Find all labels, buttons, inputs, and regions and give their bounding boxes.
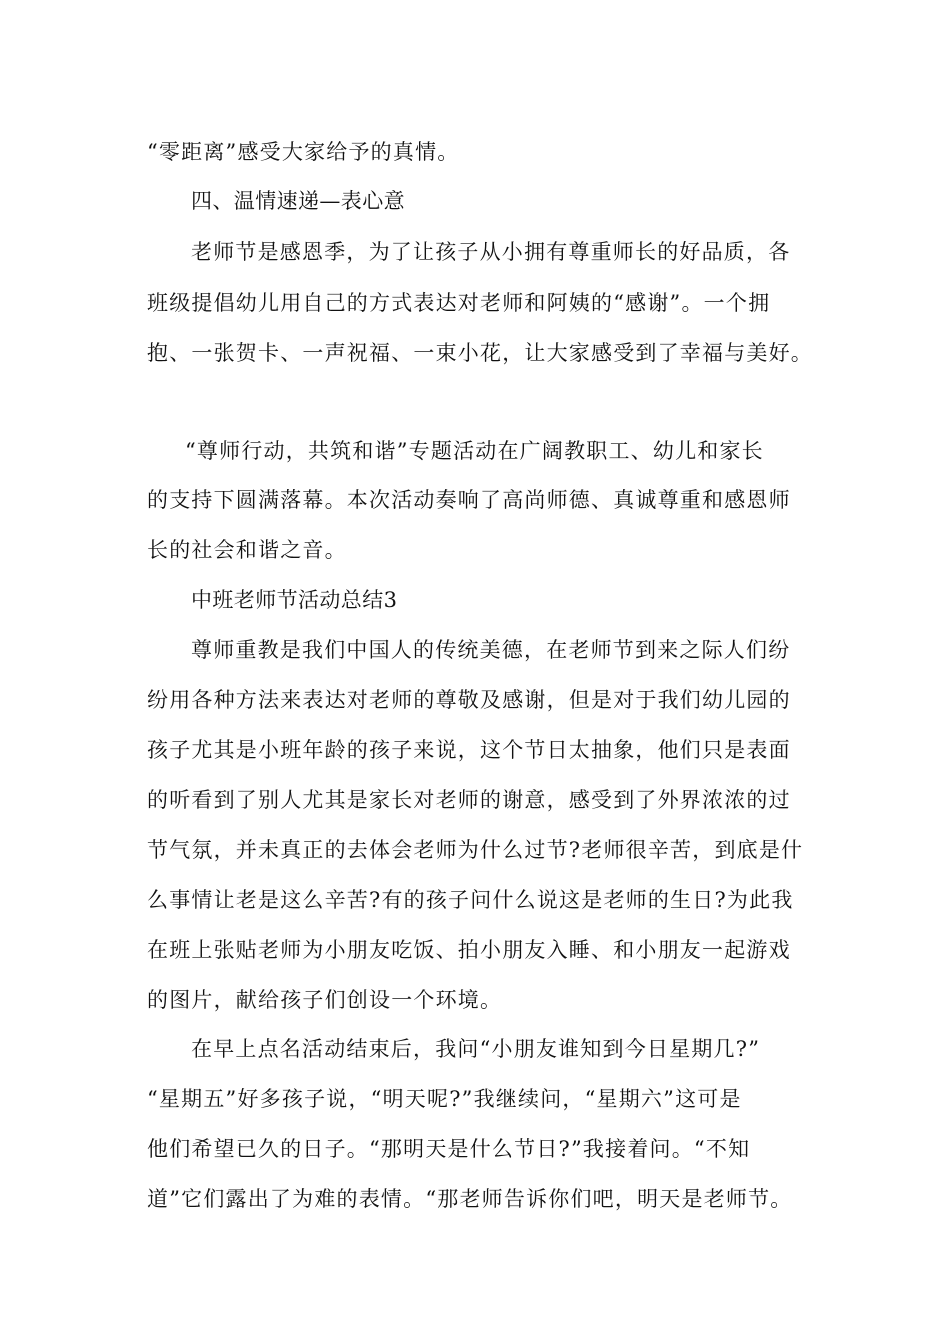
paragraph-5-line-4: 道”它们露出了为难的表情。“那老师告诉你们吧，明天是老师节。: [147, 1187, 793, 1211]
paragraph-4-line-4: 的听看到了别人尤其是家长对老师的谢意，感受到了外界浓浓的过: [147, 788, 791, 812]
paragraph-4-line-7: 在班上张贴老师为小朋友吃饭、拍小朋友入睡、和小朋友一起游戏: [147, 938, 791, 962]
paragraph-4-line-5: 节气氛，并未真正的去体会老师为什么过节?老师很辛苦，到底是什: [147, 838, 804, 862]
paragraph-4-line-3: 孩子尤其是小班年龄的孩子来说，这个节日太抽象，他们只是表面: [147, 738, 791, 762]
paragraph-3-line-1: “尊师行动，共筑和谐”专题活动在广阔教职工、幼儿和家长: [185, 439, 764, 463]
paragraph-4-line-2: 纷用各种方法来表达对老师的尊敬及感谢，但是对于我们幼儿园的: [147, 688, 791, 712]
paragraph-2-line-2: 班级提倡幼儿用自己的方式表达对老师和阿姨的“感谢”。一个拥: [147, 291, 771, 315]
paragraph-5-line-1: 在早上点名活动结束后，我问“小朋友谁知到今日星期几?”: [191, 1037, 761, 1061]
paragraph-3-line-3: 长的社会和谐之音。: [147, 538, 347, 562]
section-heading-4: 四、温情速递—表心意: [191, 189, 405, 213]
paragraph-5-line-3: 他们希望已久的日子。“那明天是什么节日?”我接着问。“不知: [147, 1137, 751, 1161]
paragraph-2-line-3: 抱、一张贺卡、一声祝福、一束小花，让大家感受到了幸福与美好。: [147, 341, 813, 365]
paragraph-3-line-2: 的支持下圆满落幕。本次活动奏响了高尚师德、真诚尊重和感恩师: [147, 488, 791, 512]
paragraph-5-line-2: “星期五”好多孩子说，“明天呢?”我继续问，“星期六”这可是: [147, 1087, 742, 1111]
paragraph-1-line-1: “零距离”感受大家给予的真情。: [147, 140, 460, 164]
paragraph-4-line-8: 的图片，献给孩子们创设一个环境。: [147, 988, 503, 1012]
paragraph-2-line-1: 老师节是感恩季，为了让孩子从小拥有尊重师长的好品质，各: [191, 240, 791, 264]
paragraph-4-line-1: 尊师重教是我们中国人的传统美德，在老师节到来之际人们纷: [191, 638, 791, 662]
section-title: 中班老师节活动总结3: [191, 588, 398, 612]
paragraph-4-line-6: 么事情让老是这么辛苦?有的孩子问什么说这是老师的生日?为此我: [147, 888, 794, 912]
